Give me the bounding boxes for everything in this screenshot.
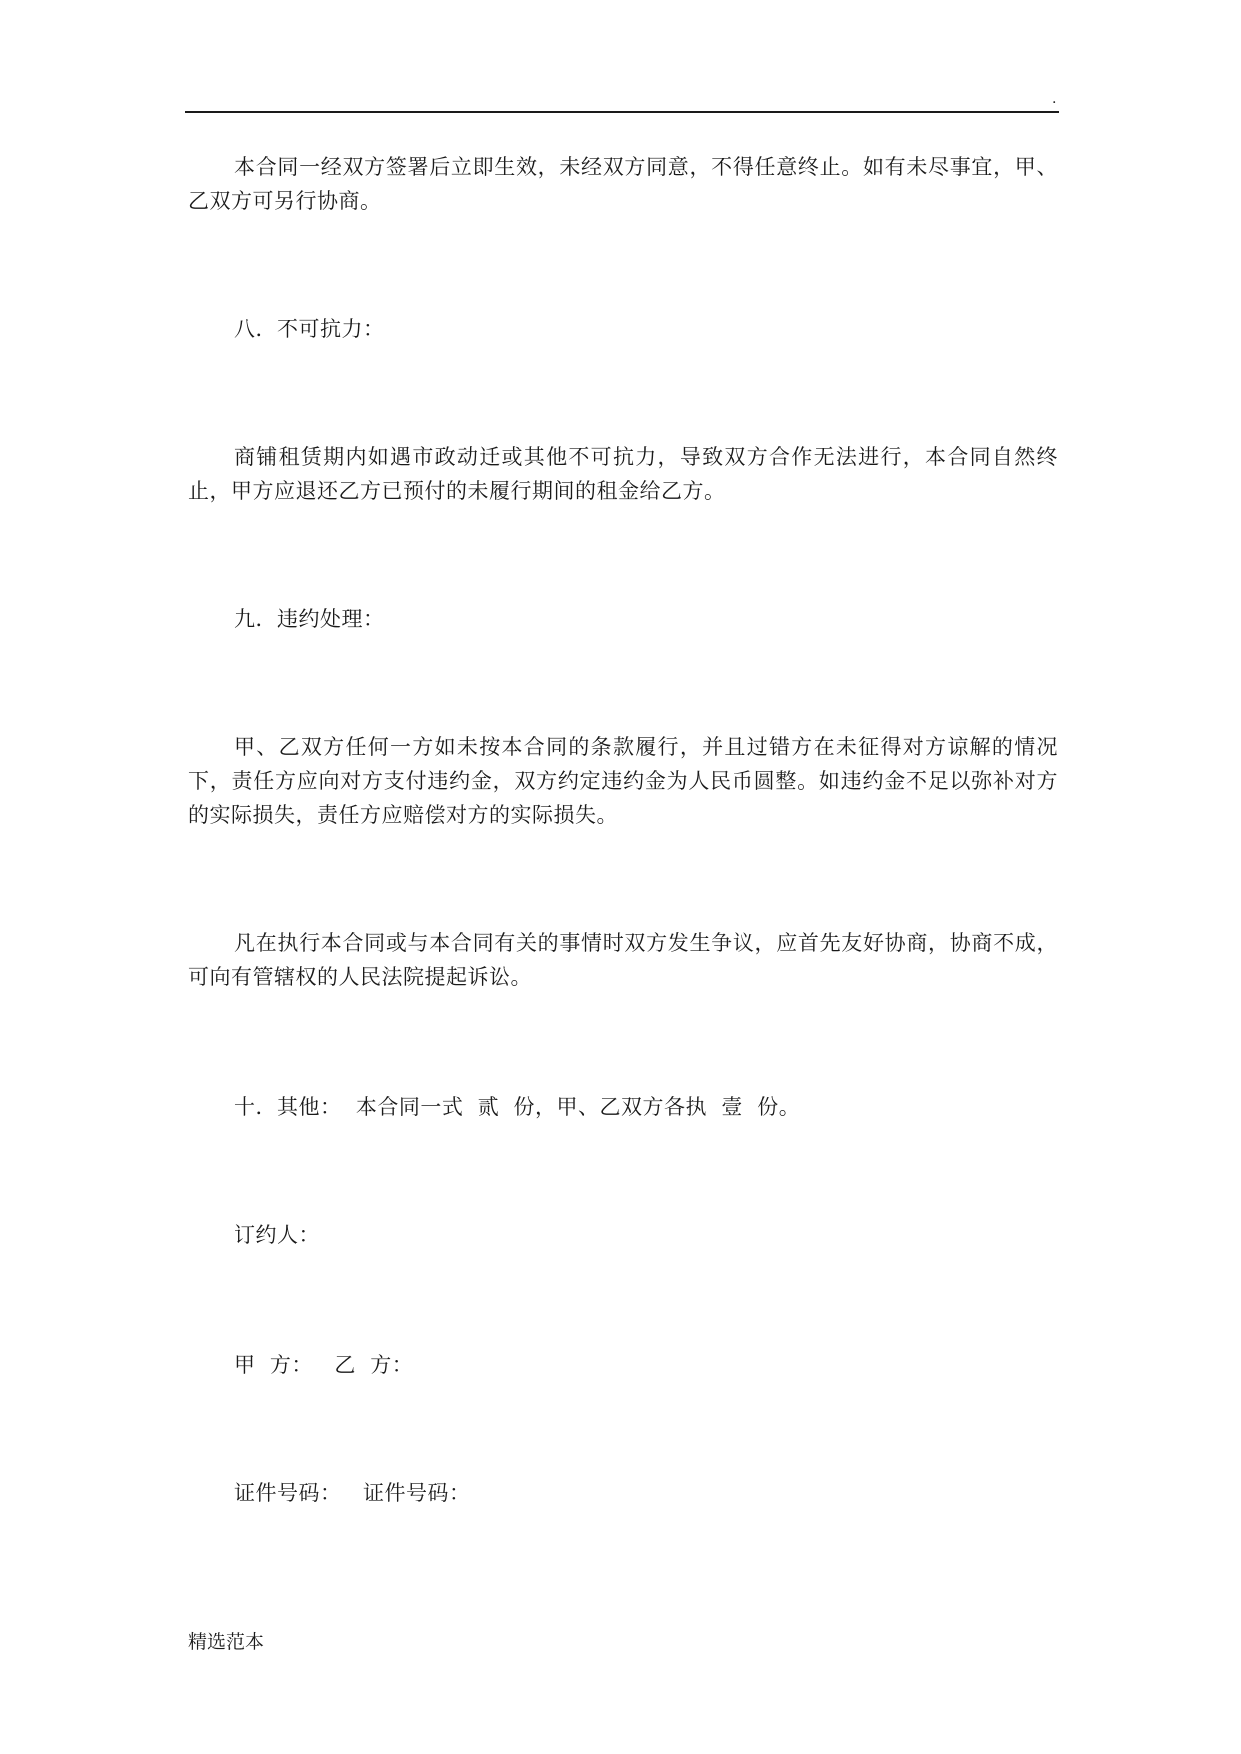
id-numbers-line: 证件号码： 证件号码： — [234, 1481, 471, 1505]
footer-label: 精选范本 — [188, 1631, 265, 1653]
signatories-label: 订约人： — [234, 1223, 320, 1247]
breach-heading: 九．违约处理： — [234, 607, 385, 631]
force-majeure-heading: 八．不可抗力： — [234, 317, 385, 341]
header-divider — [185, 111, 1059, 113]
force-majeure-paragraph: 商铺租赁期内如遇市政动迁或其他不可抗力，导致双方合作无法进行，本合同自然终止，甲方应退还乙方已预付的未履行期间的租金给乙方。 — [188, 445, 1058, 503]
other-terms-heading: 十．其他： 本合同一式 贰 份，甲、乙双方各执 壹 份。 — [234, 1095, 801, 1119]
termination-paragraph: 本合同一经双方签署后立即生效，未经双方同意，不得任意终止。如有未尽事宜，甲、乙双方可另行协商。 — [188, 155, 1058, 213]
breach-paragraph: 甲、乙双方任何一方如未按本合同的条款履行，并且过错方在未征得对方谅解的情况下，责任方应向对方支付违约金，双方约定违约金为人民币圆整。如违约金不足以弥补对方的实际损失，责任方应赔偿对方的实际损失。 — [188, 735, 1058, 827]
dispute-paragraph: 凡在执行本合同或与本合同有关的事情时双方发生争议，应首先友好协商，协商不成，可向有管辖权的人民法院提起诉讼。 — [188, 931, 1058, 989]
header-mark: . — [1052, 91, 1057, 107]
parties-line: 甲 方： 乙 方： — [234, 1353, 414, 1377]
